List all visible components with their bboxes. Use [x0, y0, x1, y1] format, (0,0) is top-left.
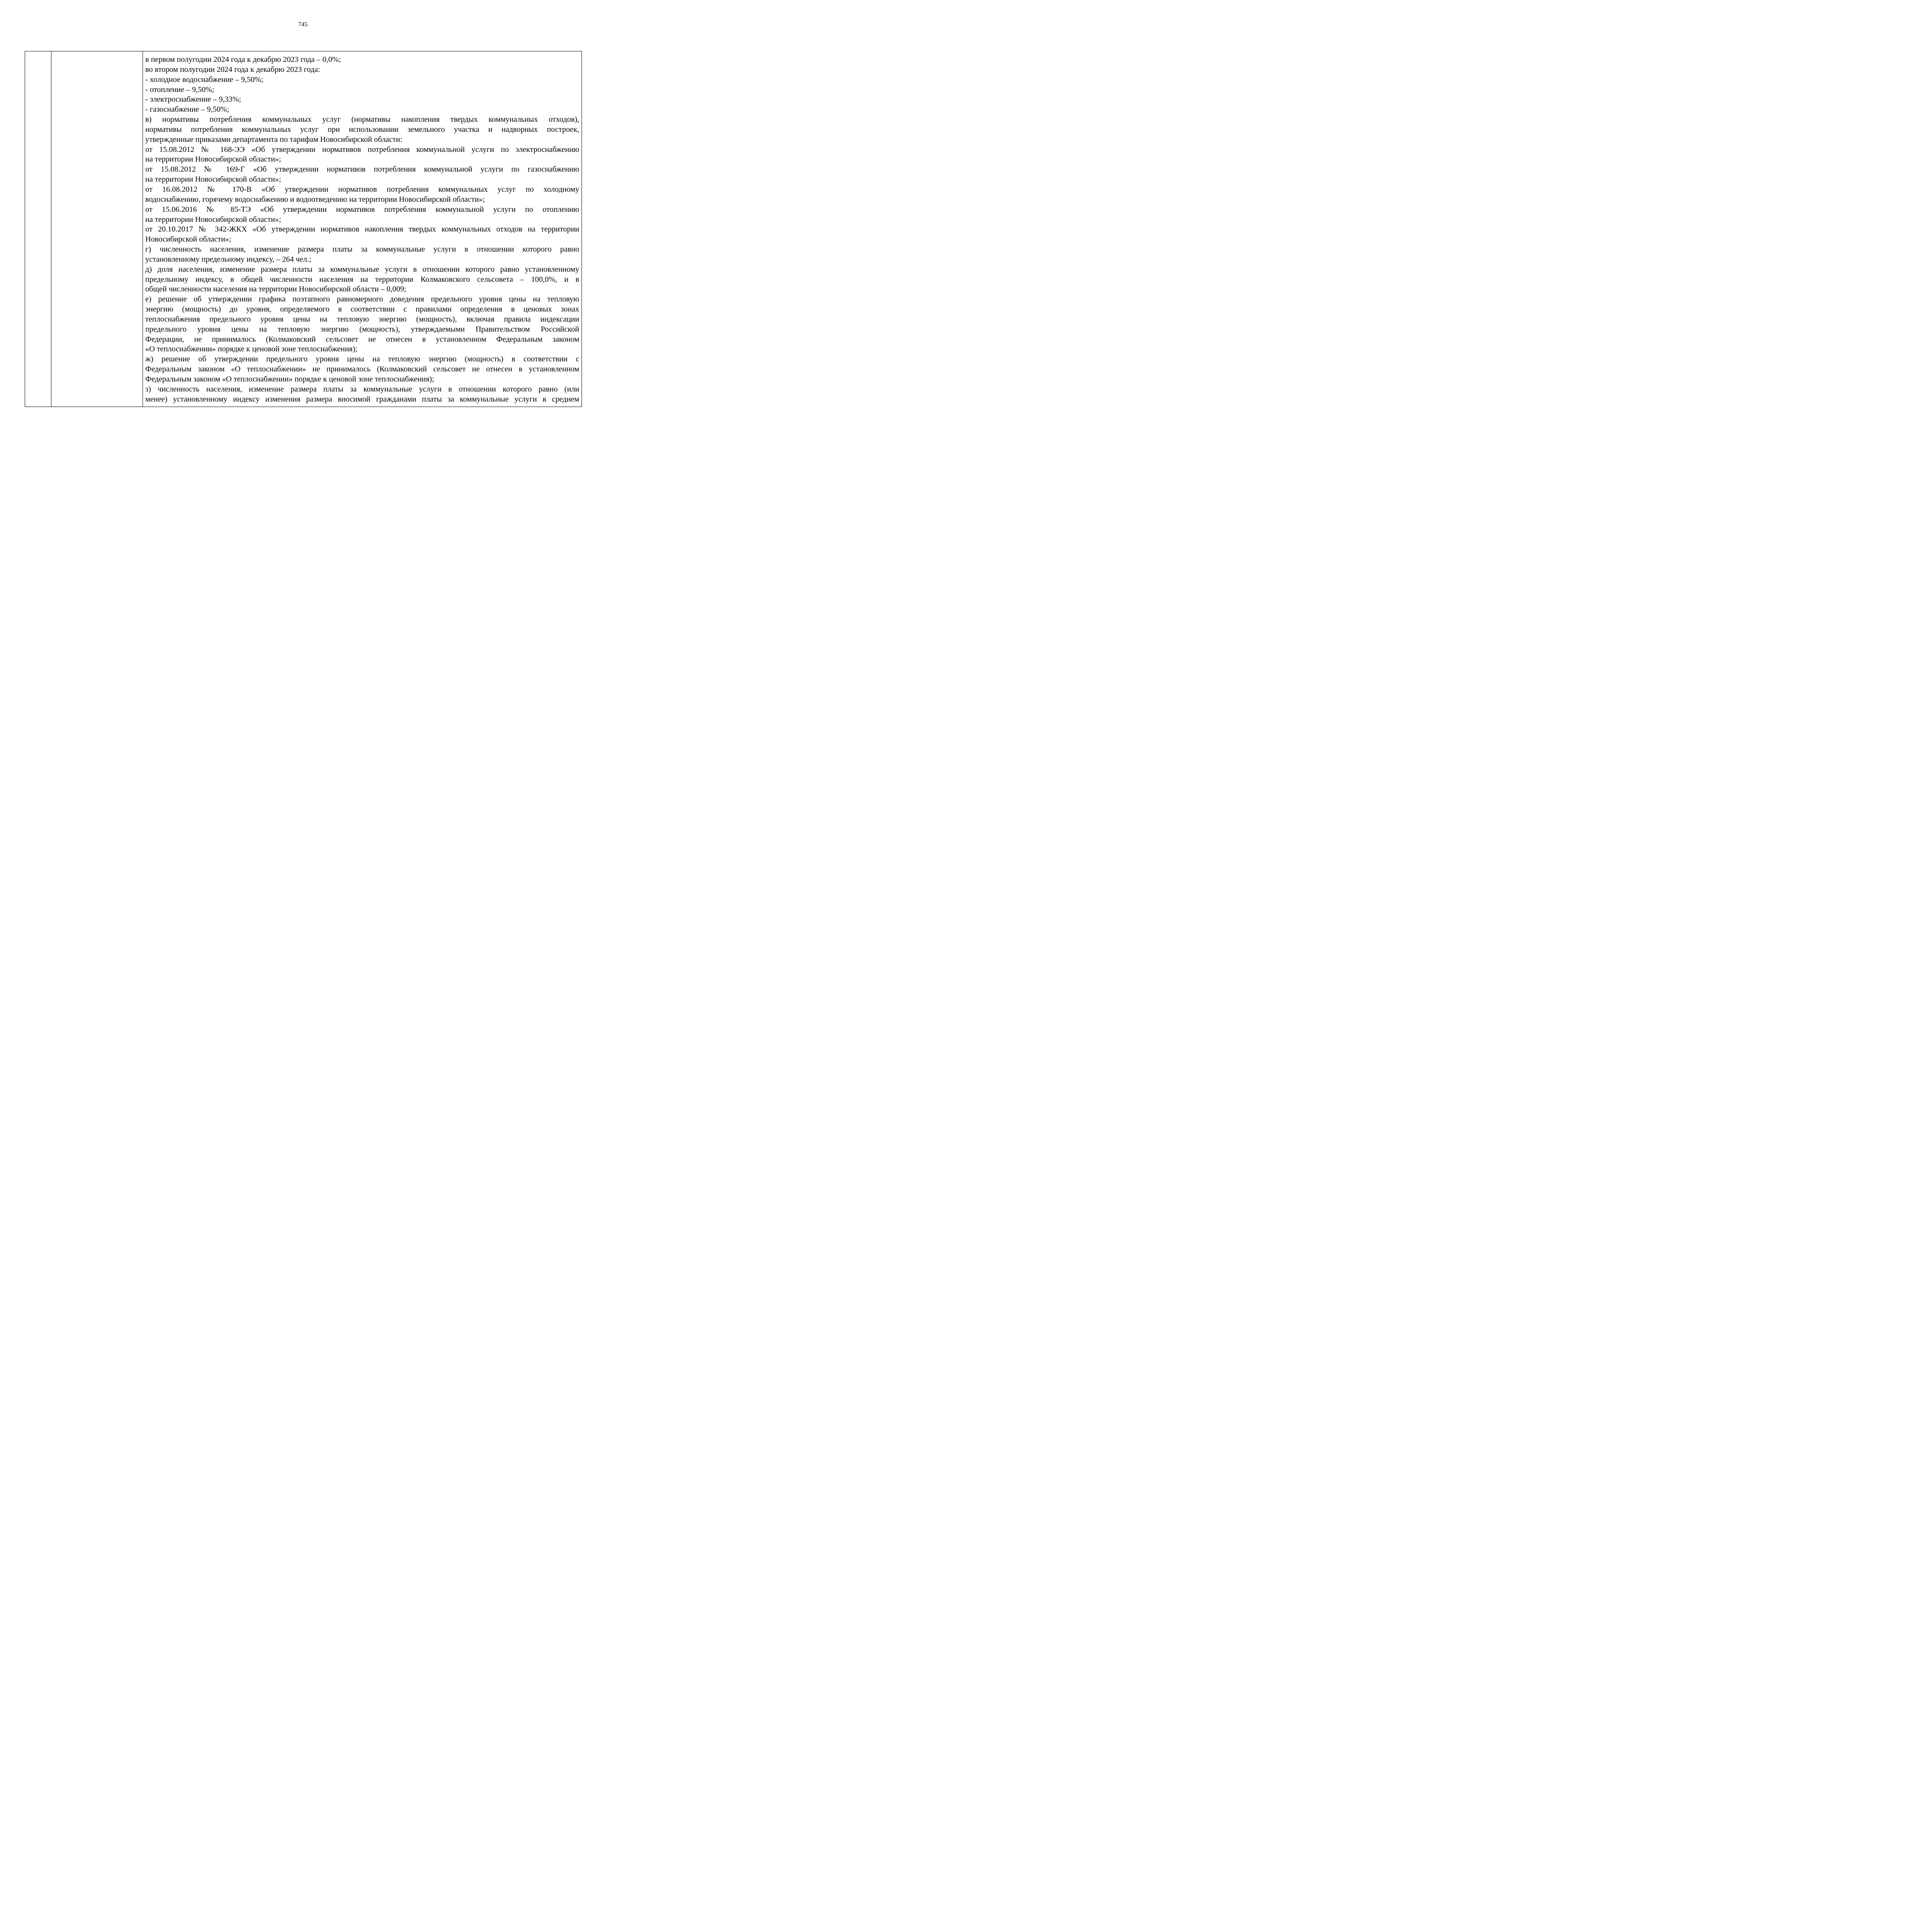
text-line: Федеральным законом «О теплоснабжении» не принималось (Колмаковский сельсовет не отнесен в установленном [145, 365, 579, 374]
text-line: от 16.08.2012 № 170-В «Об утверждении нормативов потребления коммунальных услуг по холодному [145, 185, 579, 194]
text-line: предельному индексу, в общей численности населения на территории Колмаковского сельсовета – 100,0%, и в [145, 275, 579, 284]
text-line: в первом полугодии 2024 года к декабрю 2023 года – 0,0%; [145, 55, 341, 64]
text-line: энергию (мощность) до уровня, определяемого в соответствии с правилами определения в ценовых зонах [145, 305, 579, 314]
text-line: Федерации, не принималось (Колмаковский сельсовет не отнесен в установленном Федеральным законом [145, 335, 579, 344]
text-line: г) численность населения, изменение размера платы за коммунальные услуги в отношении которого равно [145, 245, 579, 254]
page-number: 745 [298, 21, 308, 28]
table-row [25, 51, 582, 407]
text-line: - электроснабжение – 9,33%; [145, 95, 242, 104]
document-table [25, 51, 582, 407]
text-line: теплоснабжения предельного уровня цены на тепловую энергию (мощность), включая правила индексации [145, 315, 579, 323]
text-line: водоснабжению, горячему водоснабжению и водоотведению на территории Новосибирской области»; [145, 195, 485, 204]
text-line: - холодное водоснабжение – 9,50%; [145, 75, 264, 84]
text-line: от 20.10.2017 № 342-ЖКХ «Об утверждении нормативов накопления твердых коммунальных отходов на территории [145, 225, 579, 234]
text-line: е) решение об утверждении графика поэтапного равномерного доведения предельного уровня цены на тепловую [145, 295, 579, 304]
text-line: - газоснабжение – 9,50%; [145, 105, 230, 114]
text-line: от 15.08.2012 № 168-ЭЭ «Об утверждении нормативов потребления коммунальной услуги по электроснабжению [145, 145, 579, 154]
text-line: Федеральным законом «О теплоснабжении» порядке к ценовой зоне теплоснабжения); [145, 375, 434, 383]
text-line: менее) установленному индексу изменения размера вносимой гражданами платы за коммунальные услуги в среднем [145, 395, 579, 403]
text-line: - отопление – 9,50%; [145, 85, 214, 94]
content-text [143, 51, 582, 405]
text-line: «О теплоснабжении» порядке к ценовой зоне теплоснабжения); [145, 345, 357, 354]
text-line: Новосибирской области»; [145, 235, 231, 244]
text-line: от 15.08.2012 № 169-Г «Об утверждении нормативов потребления коммунальной услуги по газоснабжению [145, 165, 579, 174]
text-line: предельного уровня цены на тепловую энергию (мощность), утверждаемыми Правительством Российской [145, 325, 579, 334]
text-line: установленному предельному индексу, – 264 чел.; [145, 255, 311, 264]
text-line: з) численность населения, изменение размера платы за коммунальные услуги в отношении которого равно (или [145, 385, 579, 393]
table-cell-name [51, 51, 143, 407]
text-line: ж) решение об утверждении предельного уровня цены на тепловую энергию (мощность) в соответствии с [145, 355, 579, 364]
text-line: нормативы потребления коммунальных услуг при использовании земельного участка и надворных построек, [145, 125, 579, 134]
text-line: от 15.06.2016 № 85-ТЭ «Об утверждении нормативов потребления коммунальной услуги по отоплению [145, 205, 579, 214]
text-line: на территории Новосибирской области»; [145, 175, 281, 184]
text-line: утвержденные приказами департамента по тарифам Новосибирской области: [145, 135, 403, 144]
table-cell-number [25, 51, 51, 407]
table-cell-content [143, 51, 582, 407]
text-line: д) доля населения, изменение размера платы за коммунальные услуги в отношении которого равно установленному [145, 265, 579, 274]
text-line: на территории Новосибирской области»; [145, 155, 281, 164]
text-line: на территории Новосибирской области»; [145, 215, 281, 224]
text-line: в) нормативы потребления коммунальных услуг (нормативы накопления твердых коммунальных отходов), [145, 115, 579, 124]
text-line: во втором полугодии 2024 года к декабрю 2023 года: [145, 65, 320, 74]
text-line: общей численности населения на территории Новосибирской области – 0,009; [145, 285, 406, 294]
